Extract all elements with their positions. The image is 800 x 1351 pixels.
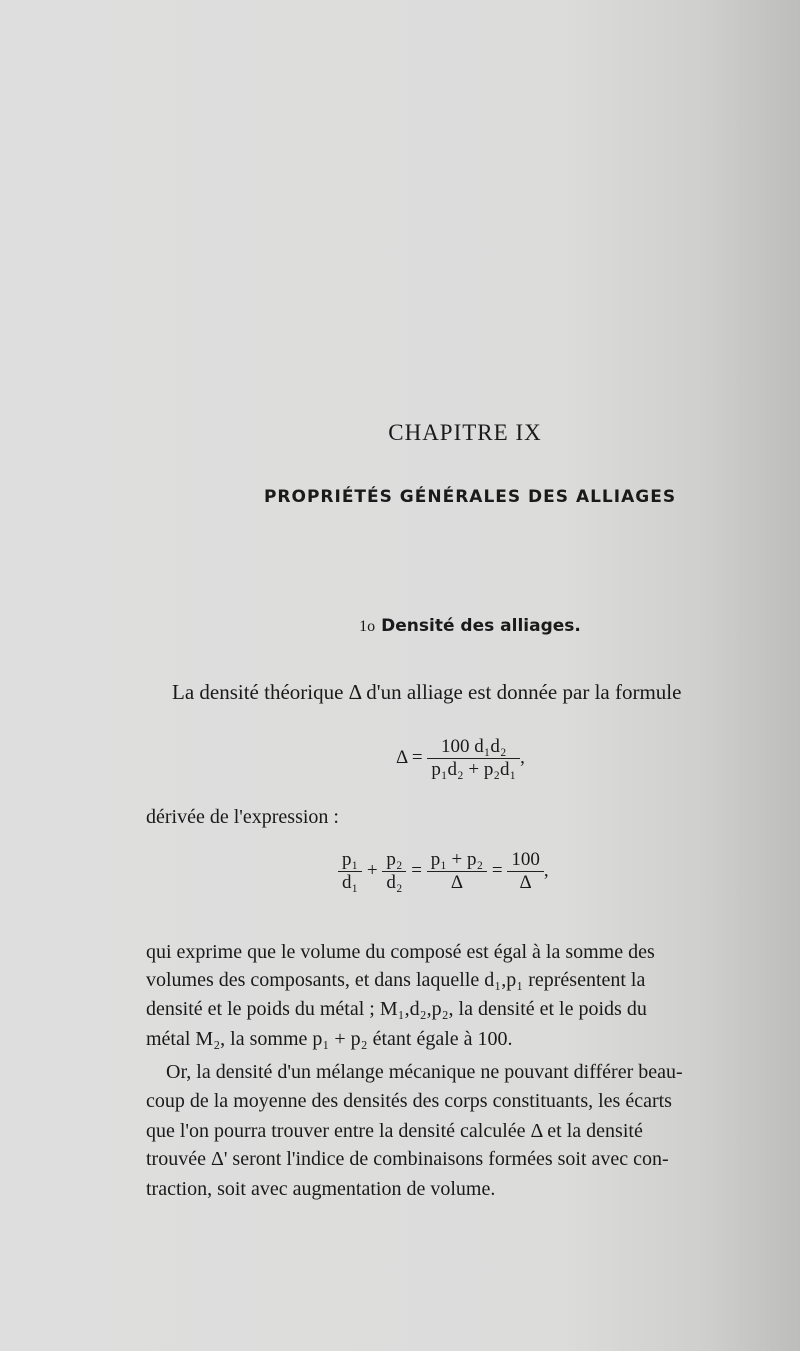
fraction-numerator: p₂ [382,849,406,872]
paragraph1-line: métal M₂, la somme p₁ + p₂ étant égale à 100. [146,1028,513,1050]
chapter-heading: CHAPITRE IX [388,420,542,445]
paragraph2-line: coup de la moyenne des densités des corps constituants, les écarts [146,1090,672,1112]
fraction-numerator: 100 [507,849,544,872]
fraction-denominator: Δ [519,872,532,893]
plus-sign: + [366,859,378,881]
formula-density [396,736,525,781]
paragraph2-line: trouvée Δ' seront l'indice de combinaisons formées soit avec con- [146,1148,669,1170]
chapter-title: PROPRIÉTÉS GÉNÉRALES DES ALLIAGES [263,487,677,507]
fraction-denominator: d₂ [386,872,403,893]
section-number: 1o [359,618,376,635]
formula-tail: , [543,859,549,881]
intro-line: La densité théorique Δ d'un alliage est donnée par la formule [172,680,682,704]
paragraph2-line: que l'on pourra trouver entre la densité calculée Δ et la densité [146,1120,643,1142]
fraction-numerator: p₁ + p₂ [427,849,487,872]
fraction-p1-d1 [338,849,362,894]
fraction-sum-delta [427,849,487,894]
fraction-denominator: Δ [450,872,464,893]
formula-tail: , [520,746,525,768]
equals-sign: = [491,859,503,881]
section-heading [0,616,800,636]
paragraph1-line: volumes des composants, et dans laquelle d₁,p₁ représentent la [146,969,646,991]
formula-denominator: p₁d₂ + p₂d₁ [431,759,517,780]
formula-numerator: 100 d₁d₂ [427,736,520,759]
equals-sign: = [411,859,422,881]
formula-lhs: Δ = [396,746,423,768]
fraction-100-delta [507,849,544,894]
paragraph1-line: qui exprime que le volume du composé est égal à la somme des [146,941,655,963]
derived-line: dérivée de l'expression : [146,806,339,828]
paragraph2-line: Or, la densité d'un mélange mécanique ne pouvant différer beau- [166,1061,683,1083]
fraction-numerator: p₁ [338,849,362,872]
fraction-p2-d2 [382,849,406,894]
formula-expression [338,849,549,894]
formula-fraction [427,736,520,781]
paragraph2-line: traction, soit avec augmentation de volume. [146,1178,496,1200]
paragraph1-line: densité et le poids du métal ; M₁,d₂,p₂, la densité et le poids du [146,998,647,1020]
section-title: Densité des alliages. [381,616,581,636]
fraction-denominator: d₁ [342,872,359,893]
